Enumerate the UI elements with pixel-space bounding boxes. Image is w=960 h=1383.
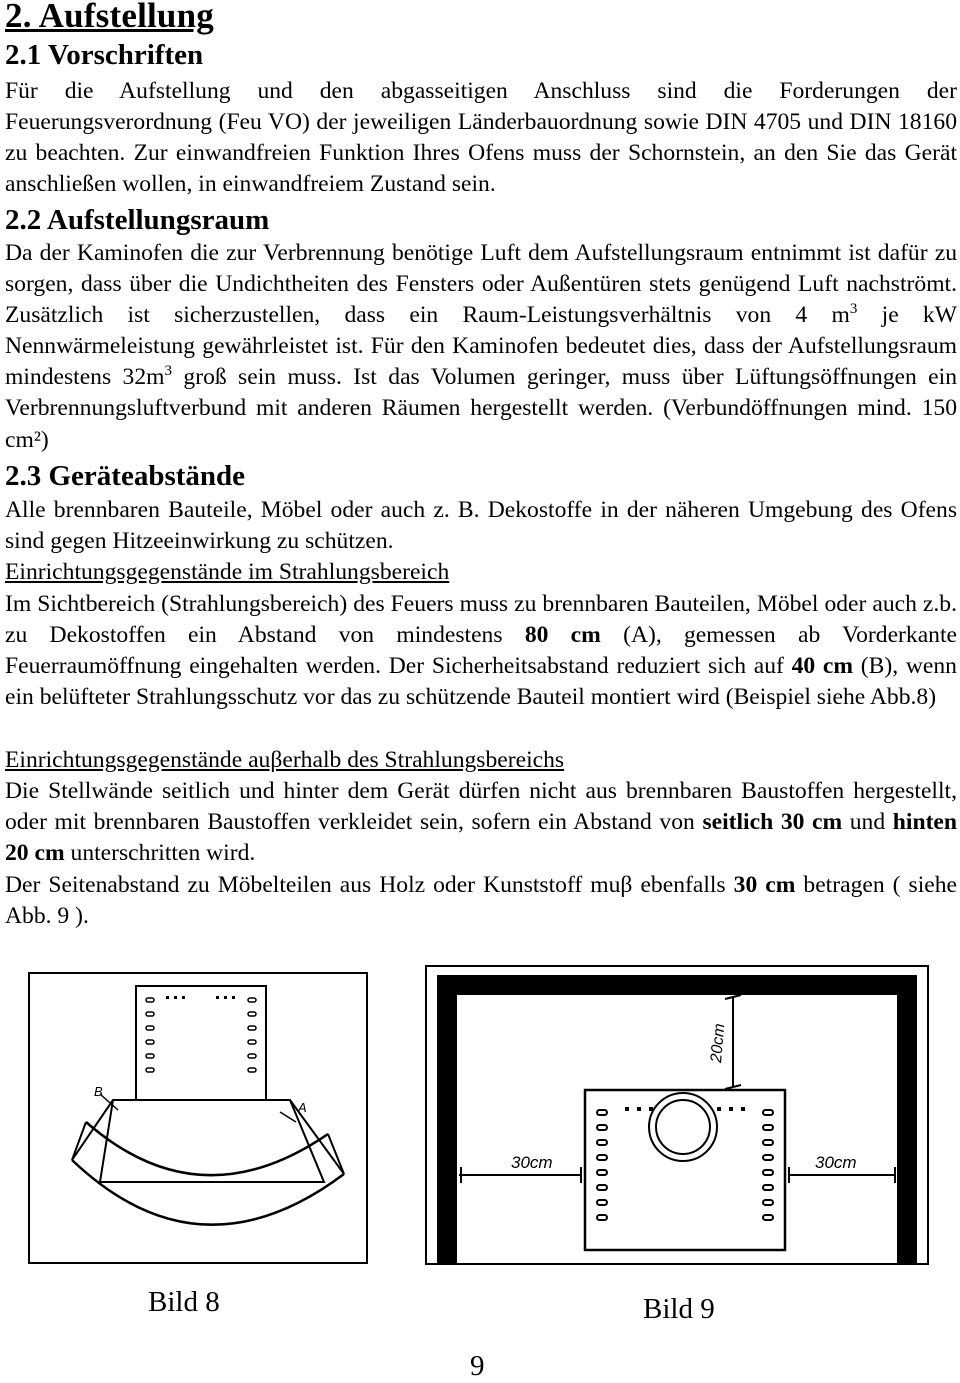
section-2-2-text: Da der Kaminofen die zur Verbrennung benötige Luft dem Aufstellungsraum entnimmt ist dafür zu sorgen, dass über die Undichtheiten des Fensters oder Außentüren stets genügend Luft nachströmt. Zusätzlich ist sicherzustellen, dass ein Raum-Leistungsverhältnis von 4 $m^3$ je kW Nennwärmeleistung gewährleistet ist. Für den Kaminofen bedeutet dies, dass der Aufstellungsraum mindestens $32m^3$ groß sein muss. Ist das Volumen geringer, muss über Lüftungsöffnungen ein Verbrennungsluftverbund mit anderen Räumen hergestellt werden. (Verbundöffnungen mind. 150 cm²) — [5, 240, 958, 453]
chapter-heading: 2. Aufstellung — [5, 0, 214, 35]
figure-9-caption: Bild 9 — [643, 1293, 715, 1325]
figure-8-radiation-diagram — [28, 972, 368, 1264]
label-right-distance: 30cm — [815, 1153, 857, 1172]
section-2-1-text: Für die Aufstellung und den abgasseitigen Anschluss sind die Forderungen der Feuerungsverordnung (Feu VO) der jeweiligen Länderbauordnung sowie DIN 4705 und DIN 18160 zu beachten. Zur einwandfreien Funktion Ihres Ofens muss der Schornstein, an den Sie das Gerät anschließen wollen, in einwandfreiem Zustand sein. — [5, 78, 957, 198]
label-b: B — [94, 1084, 103, 1099]
subheading-outside-radiation: Einrichtungsgegenstände auβerhalb des Strahlungsbereichs — [5, 747, 565, 773]
outside-radiation-text: Die Stellwände seitlich und hinter dem Gerät dürfen nicht aus brennbaren Baustoffen hergestellt, oder mit brennbaren Baustoffen verkleidet sein, sofern ein Abstand von seitlich 30 cm und hinten 20 cm unterschritten wird. — [5, 778, 958, 867]
section-2-1-title: 2.1 Vorschriften — [5, 39, 204, 71]
figure-8-caption: Bild 8 — [148, 1286, 220, 1318]
figure-9-distance-diagram — [425, 965, 929, 1265]
section-2-3-intro: Alle brennbaren Bauteile, Möbel oder auch z. B. Dekostoffe in der näheren Umgebung des Ofens sind gegen Hitzeeinwirkung zu schützen. — [5, 497, 957, 555]
label-a: A — [298, 1100, 307, 1115]
subheading-radiation-area: Einrichtungsgegenstände im Strahlungsbereich — [5, 559, 450, 585]
label-left-distance: 30cm — [511, 1153, 553, 1172]
side-distance-text: Der Seitenabstand zu Möbelteilen aus Holz oder Kunststoff muβ ebenfalls 30 cm betragen ( siehe Abb. 9 ). — [5, 872, 958, 930]
label-top-distance: 20cm — [708, 1022, 729, 1064]
radiation-area-text: Im Sichtbereich (Strahlungsbereich) des Feuers muss zu brennbaren Bauteilen, Möbel oder auch z.b. zu Dekostoffen ein Abstand von mindestens 80 cm (A), gemessen ab Vorderkante Feuerraumöffnung eingehalten werden. Der Sicherheitsabstand reduziert sich auf 40 cm (B), wenn ein belüfteter Strahlungsschutz vor das zu schützende Bauteil montiert wird (Beispiel siehe Abb.8) — [5, 591, 957, 711]
section-2-2-title: 2.2 Aufstellungsraum — [5, 204, 270, 236]
page-number: 9 — [470, 1350, 485, 1382]
section-2-3-title: 2.3 Geräteabstände — [5, 460, 246, 492]
